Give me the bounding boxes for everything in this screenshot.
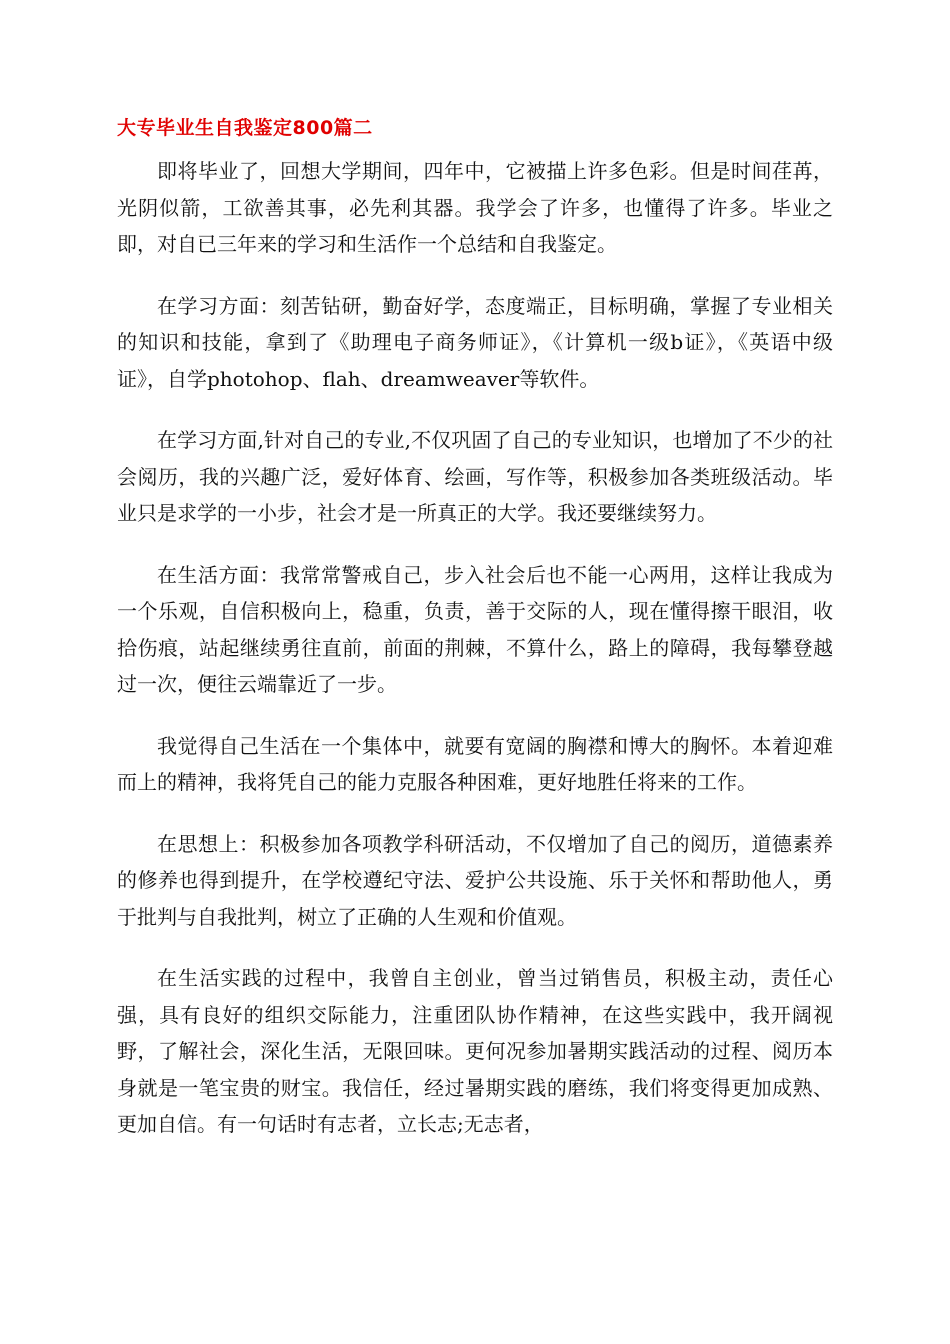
paragraph-study-interests: 在学习方面,针对自己的专业,不仅巩固了自己的专业知识，也增加了不少的社会阅历，我的兴趣广泛，爱好体育、绘画，写作等，积极参加各类班级活动。毕业只是求学的一小步，社会才是一所真正的大学。我还要继续努力。 bbox=[117, 428, 833, 525]
paragraph-practice: 在生活实践的过程中，我曾自主创业，曾当过销售员，积极主动，责任心强，具有良好的组织交际能力，注重团队协作精神，在这些实践中，我开阔视野，了解社会，深化生活，无限回味。更何况参加暑期实践活动的过程、阅历本身就是一笔宝贵的财宝。我信任，经过暑期实践的磨练，我们将变得更加成熟、更加自信。有一句话时有志者，立长志;无志者， bbox=[117, 966, 833, 1136]
paragraph-study-certificates: 在学习方面：刻苦钻研，勤奋好学，态度端正，目标明确，掌握了专业相关的知识和技能，拿到了《助理电子商务师证》，《计算机一级b证》，《英语中级证》，自学photohop、flah、dreamweaver等软件。 bbox=[117, 293, 833, 391]
paragraph-intro: 即将毕业了，回想大学期间，四年中，它被描上许多色彩。但是时间荏苒，光阴似箭，工欲善其事，必先利其器。我学会了许多，也懂得了许多。毕业之即，对自已三年来的学习和生活作一个总结和自我鉴定。 bbox=[117, 159, 833, 256]
paragraph-collective: 我觉得自己生活在一个集体中，就要有宽阔的胸襟和博大的胸怀。本着迎难而上的精神，我将凭自己的能力克服各种困难，更好地胜任将来的工作。 bbox=[117, 733, 833, 794]
document-body bbox=[117, 112, 833, 1143]
document-title: 大专毕业生自我鉴定800篇二 bbox=[117, 117, 373, 139]
paragraph-life: 在生活方面：我常常警戒自己，步入社会后也不能一心两用，这样让我成为一个乐观，自信积极向上，稳重，负责，善于交际的人，现在懂得擦干眼泪，收拾伤痕，站起继续勇往直前，前面的荆棘，不算什么，路上的障碍，我每攀登越过一次，便往云端靠近了一步。 bbox=[117, 562, 833, 696]
paragraph-ideology: 在思想上：积极参加各项教学科研活动，不仅增加了自己的阅历，道德素养的修养也得到提升，在学校遵纪守法、爱护公共设施、乐于关怀和帮助他人，勇于批判与自我批判，树立了正确的人生观和价值观。 bbox=[117, 831, 833, 929]
